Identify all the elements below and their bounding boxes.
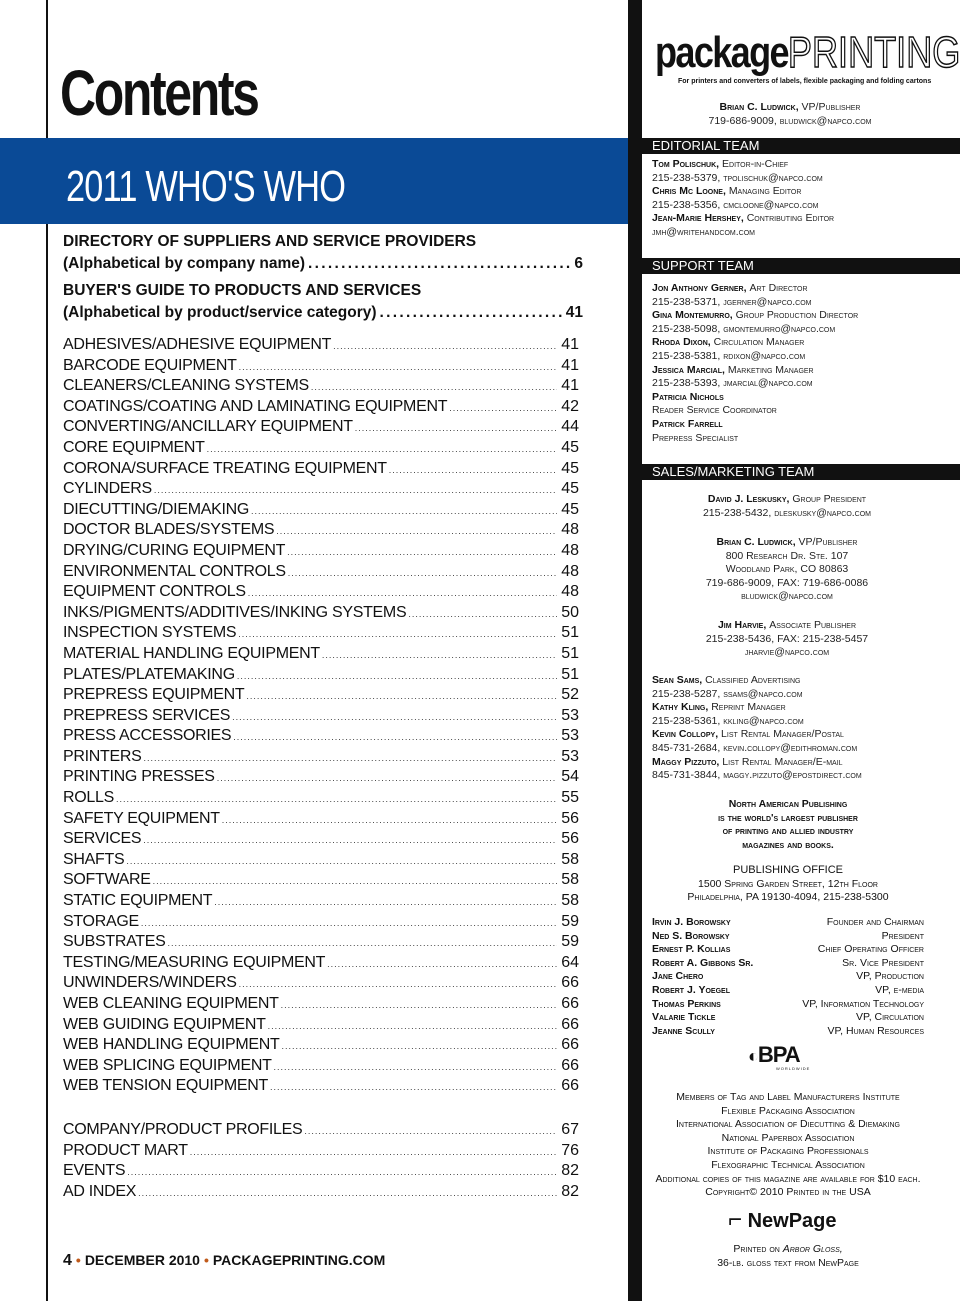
publisher-block: Brian C. Ludwick, VP/Publisher 719-686-9009, bludwick@napco.com: [708, 101, 872, 127]
toc-leader-dots: [274, 1062, 557, 1072]
toc-row: [63, 727, 579, 748]
team-member: [652, 185, 952, 212]
member-name: Patrick Farrell: [652, 417, 723, 430]
toc-leader-dots: [232, 712, 557, 722]
toc-leader-dots: [138, 1188, 557, 1198]
toc-row: [63, 707, 579, 728]
napco-statement: North American Publishing is the world's largest publisher of printing and allied industry magazines and books.: [718, 798, 858, 851]
issue-date: DECEMBER 2010: [84, 1252, 200, 1268]
toc-row: [63, 1142, 579, 1163]
staff-title: Chief Operating Officer: [817, 943, 924, 956]
editorial-team-list: [652, 158, 952, 240]
toc-row: [63, 336, 579, 357]
toc-leader-dots: [281, 1000, 557, 1010]
toc-label: AD INDEX: [63, 1182, 137, 1200]
toc-leader-dots: [311, 382, 557, 392]
toc-page: 48: [561, 521, 579, 539]
toc-page: 48: [561, 562, 579, 580]
toc-leader-dots: [239, 979, 557, 989]
toc-label: INSPECTION SYSTEMS: [63, 624, 237, 642]
toc-row: [63, 398, 579, 419]
section-title: DIRECTORY OF SUPPLIERS AND SERVICE PROVIDERS: [63, 233, 477, 250]
site-name: PACKAGEPRINTING.COM: [212, 1252, 386, 1268]
toc-row: [63, 748, 579, 769]
toc-page: 41: [561, 377, 579, 395]
toc-leader-dots: [239, 362, 557, 372]
column-divider-bar: [628, 0, 642, 1301]
staff-row: [652, 1025, 924, 1039]
toc-label: EQUIPMENT CONTROLS: [63, 583, 246, 601]
toc-label: CORONA/SURFACE TREATING EQUIPMENT: [63, 459, 387, 477]
toc-page: 58: [561, 850, 579, 868]
toc-label: WEB SPLICING EQUIPMENT: [63, 1056, 272, 1074]
toc-leader-dots: [153, 876, 557, 886]
toc-label: SHAFTS: [63, 850, 125, 868]
member-contact: Prepress Specialist: [652, 431, 739, 444]
toc-label: SERVICES: [63, 830, 142, 848]
toc-row: [63, 460, 579, 481]
toc-label: COATINGS/COATING AND LAMINATING EQUIPMENT: [63, 397, 448, 415]
membership-line: Flexographic Technical Association: [711, 1158, 865, 1171]
team-member: [652, 728, 952, 755]
staff-row: [652, 930, 924, 944]
paper-credit: Printed on Arbor Gloss, 36-lb. gloss text from NewPage: [717, 1243, 859, 1269]
staff-row: [652, 943, 924, 957]
membership-line: International Association of Diecutting & Diemaking: [676, 1118, 900, 1131]
membership-line: Copyright© 2010 Printed in the USA: [705, 1186, 871, 1199]
staff-title: VP, Production: [856, 970, 924, 983]
membership-line: Additional copies of this magazine are available for $10 each.: [655, 1172, 921, 1185]
toc-row: [63, 501, 579, 522]
toc-row: [63, 1183, 579, 1204]
toc-row: [63, 789, 579, 810]
staff-name: Robert J. Yoegel: [652, 983, 730, 996]
newpage-logo: ⌐ NewPage: [728, 1206, 837, 1233]
toc-row: [63, 583, 579, 604]
toc-row: [63, 645, 579, 666]
section-subtitle: (Alphabetical by company name): [63, 255, 306, 272]
toc-page: 82: [561, 1182, 579, 1200]
toc-page: 58: [561, 892, 579, 910]
membership-line: Flexible Packaging Association: [721, 1104, 855, 1117]
toc-row: [63, 439, 579, 460]
toc-label: DOCTOR BLADES/SYSTEMS: [63, 521, 275, 539]
toc-leader-dots: [276, 526, 557, 536]
team-member: [652, 364, 952, 391]
toc-row: [63, 871, 579, 892]
staff-name: Jeanne Scully: [652, 1024, 715, 1037]
team-member: [652, 282, 952, 309]
member-contact: 215-238-5381, rdixon@napco.com: [652, 349, 806, 362]
toc-row: [63, 954, 579, 975]
toc-page: 51: [561, 665, 579, 683]
member-name: Rhoda Dixon,: [652, 336, 711, 349]
toc-row: [63, 995, 579, 1016]
toc-leader-dots: [143, 835, 557, 845]
toc-leader-dots: [287, 547, 557, 557]
toc-label: PREPRESS EQUIPMENT: [63, 686, 245, 704]
toc-page: 48: [561, 541, 579, 559]
toc-leader-dots: [251, 506, 557, 516]
toc-page: 66: [561, 1077, 579, 1095]
section-page: 41: [565, 304, 583, 321]
toc-page: 54: [561, 768, 579, 786]
toc-label: INKS/PIGMENTS/ADDITIVES/INKING SYSTEMS: [63, 603, 407, 621]
staff-name: Thomas Perkins: [652, 997, 721, 1010]
toc-label: ADHESIVES/ADHESIVE EQUIPMENT: [63, 336, 332, 353]
toc-leader-dots: [268, 1021, 557, 1031]
member-contact: 215-238-5393, jmarcial@napco.com: [652, 377, 813, 390]
support-team-heading: SUPPORT TEAM: [642, 258, 960, 274]
toc-row: [63, 1121, 579, 1142]
staff-title: VP, e-media: [875, 983, 924, 996]
toc-leader-dots: [408, 609, 557, 619]
toc-row: [63, 810, 579, 831]
member-title: Reprint Manager: [711, 701, 786, 714]
member-contact: jmh@writehandcom.com: [652, 225, 756, 238]
toc-page: 41: [561, 336, 579, 353]
member-contact: 845-731-2684, kevin.collopy@edithroman.com: [652, 741, 858, 754]
toc-row: [63, 1036, 579, 1057]
staff-row: [652, 970, 924, 984]
staff-name: Ned S. Borowsky: [652, 929, 730, 942]
staff-name: Jane Chero: [652, 970, 704, 983]
toc-page: 64: [561, 953, 579, 971]
toc-row: [63, 1162, 579, 1183]
team-member: [652, 336, 952, 363]
bpa-logo-subtext: WORLDWIDE: [776, 1066, 811, 1071]
toc-row: [63, 768, 579, 789]
toc-page: 82: [561, 1162, 579, 1180]
toc-leader-dots: [237, 671, 557, 681]
toc-row: [63, 892, 579, 913]
member-contact: Reader Service Coordinator: [652, 404, 777, 417]
toc-page: 48: [561, 583, 579, 601]
toc-leader-dots: [217, 773, 557, 783]
bpa-logo: ◐BPA: [748, 1042, 800, 1067]
toc-page: 53: [561, 706, 579, 724]
toc-label: ENVIRONMENTAL CONTROLS: [63, 562, 286, 580]
toc-leader-dots: [248, 588, 557, 598]
toc-leader-dots: [282, 1041, 557, 1051]
toc-page: 76: [561, 1141, 579, 1159]
toc-row: [63, 974, 579, 995]
toc-page: 59: [561, 912, 579, 930]
toc-row: [63, 418, 579, 439]
staff-row: [652, 1011, 924, 1025]
member-title: Circulation Manager: [713, 336, 805, 349]
member-contact: 215-238-5098, gmontemurro@napco.com: [652, 322, 836, 335]
team-member: [652, 212, 952, 239]
member-title: Managing Editor: [728, 185, 802, 198]
toc-row: [63, 1057, 579, 1078]
toc-leader-dots: [214, 897, 557, 907]
toc-leader-dots: [333, 341, 557, 351]
toc-label: PRINTING PRESSES: [63, 768, 215, 786]
toc-row: [63, 686, 579, 707]
toc-leader-dots: [207, 444, 557, 454]
member-title: Art Director: [749, 282, 808, 294]
toc-label: WEB HANDLING EQUIPMENT: [63, 1036, 280, 1054]
toc-page: 45: [561, 459, 579, 477]
membership-line: National Paperbox Association: [721, 1131, 855, 1144]
toc-leader-dots: [246, 691, 557, 701]
toc-row: [63, 1016, 579, 1037]
memberships-block: [652, 1091, 924, 1200]
section-page: 6: [574, 255, 583, 272]
toc-label: EVENTS: [63, 1162, 126, 1180]
team-member: [652, 756, 952, 783]
section-buyers-guide: [63, 280, 583, 324]
toc-leader-dots: [144, 753, 558, 763]
toc-row: [63, 521, 579, 542]
staff-name: Ernest P. Kollias: [652, 943, 731, 956]
staff-title: Founder and Chairman: [826, 916, 924, 928]
member-name: Jessica Marcial,: [652, 363, 725, 376]
team-member: [652, 674, 952, 701]
member-title: Classified Advertising: [705, 674, 801, 686]
member-contact: 215-238-5356, cmcloone@napco.com: [652, 198, 819, 211]
toc-page: 59: [561, 933, 579, 951]
team-member: [652, 391, 952, 418]
staff-name: Irvin J. Borowsky: [652, 916, 731, 928]
member-name: Tom Polischuk,: [652, 158, 720, 170]
member-contact: 215-238-5371, jgerner@napco.com: [652, 295, 812, 308]
toc-label: WEB GUIDING EQUIPMENT: [63, 1015, 266, 1033]
sales-contact-ludwick: Brian C. Ludwick, VP/Publisher 800 Research Dr. Ste. 107 Woodland Park, CO 80863 719-686-9009, FAX: 719-686-0086 bludwick@napco.com: [705, 536, 869, 603]
toc-row: [63, 851, 579, 872]
staff-name: Robert A. Gibbons Sr.: [652, 956, 754, 969]
staff-row: [652, 998, 924, 1012]
toc-label: WEB TENSION EQUIPMENT: [63, 1077, 268, 1095]
toc-page: 53: [561, 747, 579, 765]
toc-label: SAFETY EQUIPMENT: [63, 809, 220, 827]
toc-page: 50: [561, 603, 579, 621]
member-contact: 845-731-3844, maggy.pizzuto@epostdirect.com: [652, 769, 862, 782]
toc-page: 45: [561, 438, 579, 456]
toc-page: 66: [561, 1015, 579, 1033]
toc-page: 45: [561, 480, 579, 498]
toc-label: PRESS ACCESSORIES: [63, 727, 232, 745]
toc-leader-dots: [327, 959, 557, 969]
toc-page: 56: [561, 830, 579, 848]
member-contact: 215-238-5361, kkling@napco.com: [652, 714, 804, 727]
section-directory: [63, 231, 583, 275]
toc-row: [63, 624, 579, 645]
member-name: Kevin Collopy,: [652, 728, 719, 741]
magazine-tagline: For printers and converters of labels, flexible packaging and folding cartons: [678, 78, 932, 85]
toc-label: TESTING/MEASURING EQUIPMENT: [63, 953, 326, 971]
corporate-staff-list: [652, 916, 924, 1038]
section-subtitle: (Alphabetical by product/service category): [63, 304, 377, 321]
toc-page: 44: [561, 418, 579, 436]
team-member: [652, 701, 952, 728]
toc-label: CONVERTING/ANCILLARY EQUIPMENT: [63, 418, 353, 436]
toc-page: 53: [561, 727, 579, 745]
toc-label: COMPANY/PRODUCT PROFILES: [63, 1121, 303, 1138]
toc-row: [63, 1077, 579, 1098]
toc-leader-dots: [126, 856, 557, 866]
toc-leader-dots: [222, 815, 557, 825]
toc-leader-dots: [355, 423, 557, 433]
toc-leader-dots: [168, 938, 557, 948]
toc-page: 66: [561, 1056, 579, 1074]
toc-row: [63, 563, 579, 584]
staff-row: [652, 916, 924, 930]
toc-row: [63, 666, 579, 687]
toc-page: 51: [561, 624, 579, 642]
toc-page: 51: [561, 644, 579, 662]
staff-name: Valarie Tickle: [652, 1011, 716, 1024]
page-footer: 4 • DECEMBER 2010 • PACKAGEPRINTING.COM: [63, 1252, 386, 1269]
toc-list-extras: [63, 1121, 579, 1203]
toc-page: 66: [561, 995, 579, 1012]
toc-row: [63, 830, 579, 851]
toc-label: UNWINDERS/WINDERS: [63, 974, 237, 992]
toc-label: CYLINDERS: [63, 480, 152, 498]
toc-leader-dots: [449, 403, 557, 413]
member-name: Jean-Marie Hershey,: [652, 212, 744, 225]
toc-leader-dots: [288, 568, 557, 578]
sales-team-heading: SALES/MARKETING TEAM: [642, 464, 960, 480]
toc-page: 42: [561, 397, 579, 415]
staff-row: [652, 984, 924, 998]
toc-page: 41: [561, 356, 579, 374]
staff-title: Sr. Vice President: [842, 956, 924, 969]
toc-row: [63, 480, 579, 501]
toc-page: 56: [561, 809, 579, 827]
section-title: BUYER'S GUIDE TO PRODUCTS AND SERVICES: [63, 282, 422, 299]
sales-contact-harvie: Jim Harvie, Associate Publisher 215-238-5436, FAX: 215-238-5457 jharvie@napco.com: [705, 619, 869, 659]
staff-title: VP, Information Technology: [802, 997, 924, 1010]
team-member: [652, 418, 952, 445]
toc-label: DRYING/CURING EQUIPMENT: [63, 541, 286, 559]
toc-label: PLATES/PLATEMAKING: [63, 665, 235, 683]
member-contact: 215-238-5379, tpolischuk@napco.com: [652, 171, 823, 184]
banner-title: 2011 WHO'S WHO: [66, 162, 346, 211]
toc-page: 55: [561, 789, 579, 807]
page-title: Contents: [60, 57, 258, 129]
toc-label: ROLLS: [63, 789, 114, 807]
toc-page: 67: [561, 1121, 579, 1138]
member-name: Jon Anthony Gerner,: [652, 282, 747, 294]
toc-list-categories: [63, 336, 579, 1098]
toc-label: STORAGE: [63, 912, 139, 930]
team-member: [652, 158, 952, 185]
toc-label: MATERIAL HANDLING EQUIPMENT: [63, 644, 320, 662]
membership-line: Members of Tag and Label Manufacturers Institute: [676, 1091, 900, 1103]
member-name: Chris Mc Loone,: [652, 185, 726, 198]
toc-leader-dots: [233, 732, 557, 742]
toc-label: CLEANERS/CLEANING SYSTEMS: [63, 377, 309, 395]
toc-label: STATIC EQUIPMENT: [63, 892, 213, 910]
member-name: Patricia Nichols: [652, 390, 724, 403]
staff-title: President: [881, 929, 924, 942]
toc-row: [63, 604, 579, 625]
member-title: List Rental Manager/Postal: [721, 728, 844, 741]
member-title: List Rental Manager/E-mail: [722, 755, 843, 768]
toc-page: 66: [561, 1036, 579, 1054]
member-name: Kathy Kling,: [652, 701, 709, 714]
membership-line: Institute of Packaging Professionals: [707, 1145, 869, 1158]
toc-leader-dots: [304, 1126, 557, 1136]
toc-label: WEB CLEANING EQUIPMENT: [63, 995, 279, 1012]
member-name: Gina Montemurro,: [652, 309, 733, 322]
toc-leader-dots: [238, 629, 557, 639]
member-title: Contributing Editor: [746, 212, 835, 225]
toc-label: BARCODE EQUIPMENT: [63, 356, 237, 374]
toc-leader-dots: [127, 1167, 557, 1177]
toc-row: [63, 542, 579, 563]
toc-label: PRINTERS: [63, 747, 142, 765]
toc-label: PRODUCT MART: [63, 1141, 188, 1159]
page-number: 4: [63, 1252, 72, 1269]
member-title: Editor-in-Chief: [722, 158, 789, 170]
editorial-team-heading: EDITORIAL TEAM: [642, 138, 960, 154]
toc-page: 45: [561, 500, 579, 518]
toc-page: 52: [561, 686, 579, 704]
member-name: Sean Sams,: [652, 674, 703, 686]
toc-leader-dots: [389, 465, 557, 475]
member-title: Marketing Manager: [727, 363, 814, 376]
sales-team-list: [652, 674, 952, 783]
toc-leader-dots: [154, 485, 557, 495]
sales-contact-leskusky: David J. Leskusky, Group President 215-238-5432, dleskusky@napco.com: [702, 493, 872, 519]
toc-page: 58: [561, 871, 579, 889]
support-team-list: [652, 282, 952, 445]
toc-leader-dots: [141, 918, 557, 928]
magazine-logo: packagePRINTING: [655, 28, 960, 77]
staff-row: [652, 957, 924, 971]
member-name: Maggy Pizzuto,: [652, 755, 720, 768]
toc-label: CORE EQUIPMENT: [63, 438, 205, 456]
member-title: Group Production Director: [735, 309, 859, 322]
staff-title: VP, Circulation: [856, 1011, 924, 1024]
toc-row: [63, 913, 579, 934]
publishing-office: PUBLISHING OFFICE 1500 Spring Garden Street, 12th Floor Philadelphia, PA 19130-4094, 215-238-5300: [687, 864, 889, 904]
team-member: [652, 309, 952, 336]
toc-label: PREPRESS SERVICES: [63, 706, 231, 724]
member-contact: 215-238-5287, ssams@napco.com: [652, 687, 803, 700]
toc-label: SOFTWARE: [63, 871, 151, 889]
toc-row: [63, 377, 579, 398]
toc-leader-dots: [270, 1082, 557, 1092]
toc-row: [63, 357, 579, 378]
toc-label: SUBSTRATES: [63, 933, 166, 951]
toc-label: DIECUTTING/DIEMAKING: [63, 500, 250, 518]
toc-leader-dots: [116, 794, 557, 804]
toc-leader-dots: [322, 650, 557, 660]
staff-title: VP, Human Resources: [827, 1024, 924, 1037]
toc-page: 66: [561, 974, 579, 992]
toc-row: [63, 933, 579, 954]
toc-leader-dots: [190, 1147, 557, 1157]
